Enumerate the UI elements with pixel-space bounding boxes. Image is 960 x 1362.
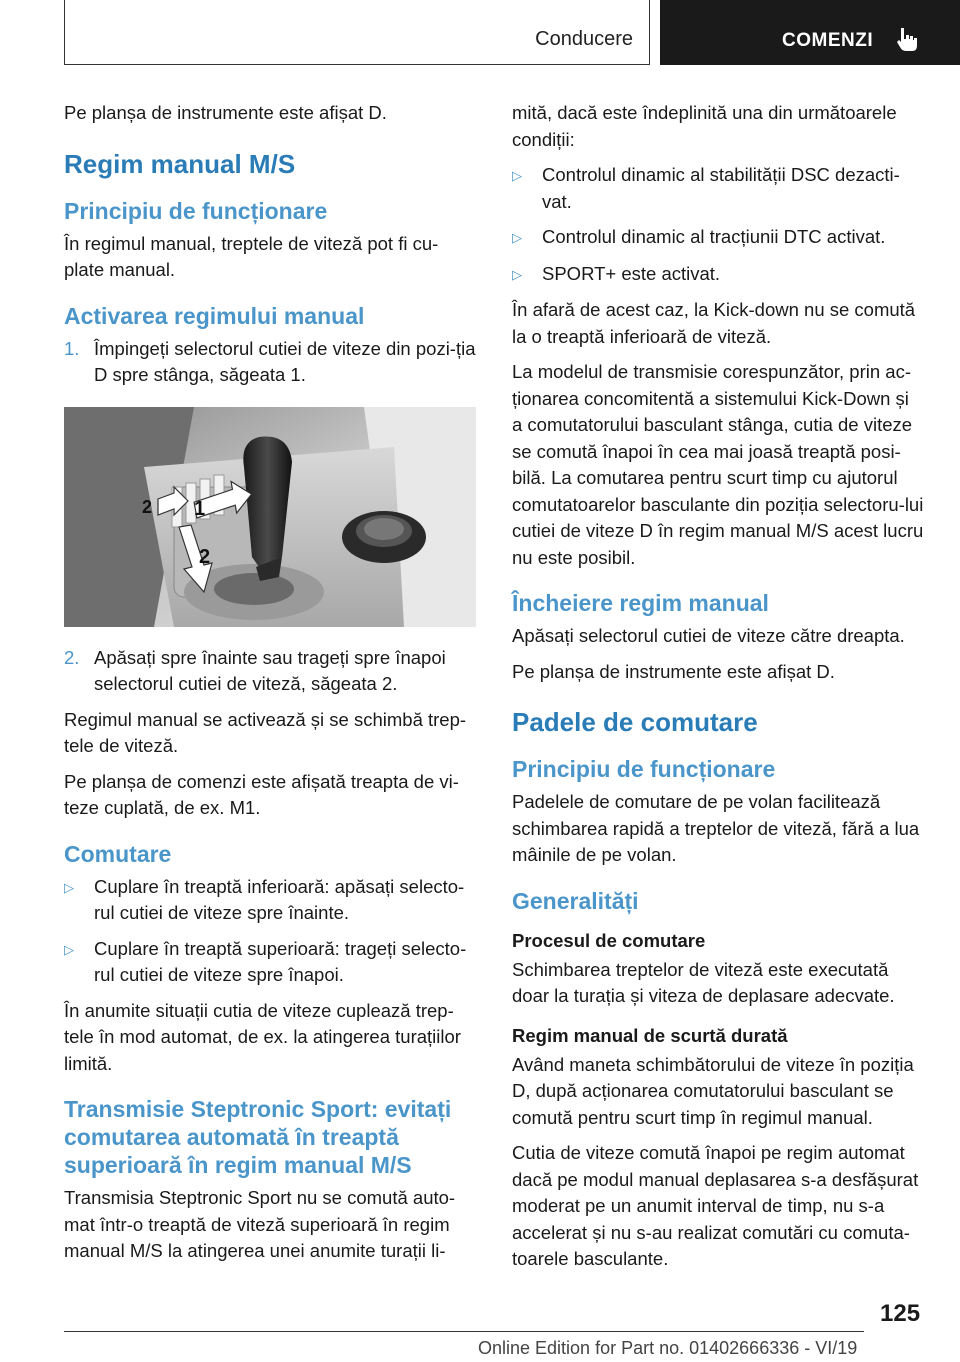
arrow-label-1: 1 [194, 497, 206, 520]
step-number: 1. [64, 337, 80, 359]
heading-incheiere: Încheiere regim manual [512, 590, 769, 616]
paragraph-intro: Pe planșa de instrumente este afișat D. [64, 102, 387, 123]
right-column [512, 100, 924, 1282]
gear-selector-photo [64, 407, 476, 627]
bullet-superioara [64, 936, 476, 989]
paragraph-model-transmisie: La modelul de transmisie corespunzător, prin ac‐ționarea concomitentă a sistemului Kick-Down și a comutatorului basculant stânga, cutia de viteze se comută înapoi în cea mai joasă treaptă posi‐bilă. La comutarea pentru scurt timp cu ajutorul comutatoarelor basculante din poziția selectoru‐lui cutiei de viteze D în regim manual M/S acest lucru nu este posibil. [512, 361, 924, 568]
heading-principiu-functionare: Principiu de funcționare [64, 197, 328, 224]
footer-edition: Online Edition for Part no. 01402666336 - VI/19 [478, 1338, 858, 1358]
header-chapter-label: COMENZI [782, 30, 874, 51]
heading-generalitati: Generalități [512, 887, 639, 914]
paragraph-apasati: Apăsați selectorul cutiei de viteze către dreapta. [512, 625, 905, 646]
paragraph-padele: Padelele de comutare de pe volan facilitează schimbarea rapidă a treptelor de viteză, fără a lua mâinile de pe volan. [512, 791, 920, 865]
bullet-dsc [512, 162, 924, 215]
bullet-text: Controlul dinamic al stabilității DSC dezacti‐vat. [542, 164, 900, 212]
triangle-bullet-icon: ▷ [64, 879, 74, 895]
bullet-text: SPORT+ este activat. [542, 262, 721, 284]
heading-padele: Padele de comutare [512, 707, 758, 737]
heading-procesul: Procesul de comutare [512, 929, 706, 951]
bullet-sport-plus [512, 261, 924, 289]
paragraph-cutia: Cutia de viteze comută înapoi pe regim automat dacă pe modul manual deplasarea s-a desfășurat moderat pe un anumit interval de timp, nu s-a accelerat și nu s-au realizat comutări cu comuta‐toarele basculante. [512, 1142, 919, 1269]
arrow-label-2-upper: 2 [142, 496, 153, 517]
triangle-bullet-icon: ▷ [512, 230, 522, 245]
step-text: Împingeți selectorul cutiei de viteze din pozi‐ția D spre stânga, săgeata 1. [94, 337, 476, 385]
paragraph-scurta: Având maneta schimbătorului de viteze în poziția D, după acționarea comutatorului basculant se comută pentru scurt timp în regimul manual. [512, 1053, 914, 1128]
bullet-text: Controlul dinamic al tracțiunii DTC activat. [542, 226, 886, 247]
step-text: Apăsați spre înainte sau trageți spre înapoi selectorul cutiei de viteză, săgeata 2. [94, 646, 446, 694]
step-number: 2. [64, 646, 80, 668]
paragraph-principiu: În regimul manual, treptele de viteză pot fi cu‐plate manual. [64, 232, 439, 280]
bullet-text: Cuplare în treaptă superioară: trageți selecto‐rul cutiei de viteze spre înapoi. [94, 937, 467, 985]
paragraph-activeaza: Regimul manual se activează și se schimbă trep‐tele de viteză. [64, 708, 467, 756]
paragraph-plansa-comenzi: Pe planșa de comenzi este afișată treapta de vi‐teze cuplată, de ex. M1. [64, 770, 459, 818]
paragraph-situatii: În anumite situații cutia de viteze cuplează trep‐tele în mod automat, de ex. la atingerea turațiilor limită. [64, 999, 461, 1074]
step-1 [64, 336, 476, 389]
bullet-inferioara [64, 874, 476, 927]
heading-transmisie-steptronic: Transmisie Steptronic Sport: evitați comutarea automată în treaptă superioară în regim manual M/S [64, 1096, 452, 1178]
left-column [64, 100, 476, 1274]
triangle-bullet-icon: ▷ [512, 266, 522, 282]
heading-principiu-padele: Principiu de funcționare [512, 756, 776, 782]
triangle-bullet-icon: ▷ [64, 941, 74, 957]
triangle-bullet-icon: ▷ [512, 168, 522, 183]
pointing-hand-icon [892, 24, 922, 54]
paragraph-transmisie: Transmisia Steptronic Sport nu se comută auto‐mat într-o treaptă de viteză superioară în regim manual M/S la atingerea unei anumite turații li‐ [64, 1187, 456, 1261]
heading-activarea-regimului: Activarea regimului manual [64, 302, 365, 329]
header-section-title: Conducere [535, 28, 633, 50]
paragraph-plansa: Pe planșa de instrumente este afișat D. [512, 660, 835, 682]
paragraph-continuare: mită, dacă este îndeplinită una din următoarele condiții: [512, 102, 897, 150]
page-number: 125 [880, 1300, 921, 1327]
heading-scurta-durata: Regim manual de scurtă durată [512, 1024, 788, 1046]
header-section-box [64, 0, 650, 65]
heading-regim-manual: Regim manual M/S [64, 148, 296, 179]
paragraph-procesul: Schimbarea treptelor de viteză este executată doar la turația și viteza de deplasare adecvate. [512, 958, 895, 1006]
heading-comutare: Comutare [64, 840, 172, 867]
step-2 [64, 645, 476, 698]
bullet-dtc [512, 224, 924, 252]
paragraph-kick-down: În afară de acest caz, la Kick-down nu se comută la o treaptă inferioară de viteză. [512, 299, 916, 347]
arrow-label-2-lower: 2 [199, 545, 211, 568]
gear-selector-illustration [64, 407, 476, 627]
bullet-text: Cuplare în treaptă inferioară: apăsați selecto‐rul cutiei de viteze spre înainte. [94, 875, 465, 923]
footer-rule [64, 1331, 864, 1332]
